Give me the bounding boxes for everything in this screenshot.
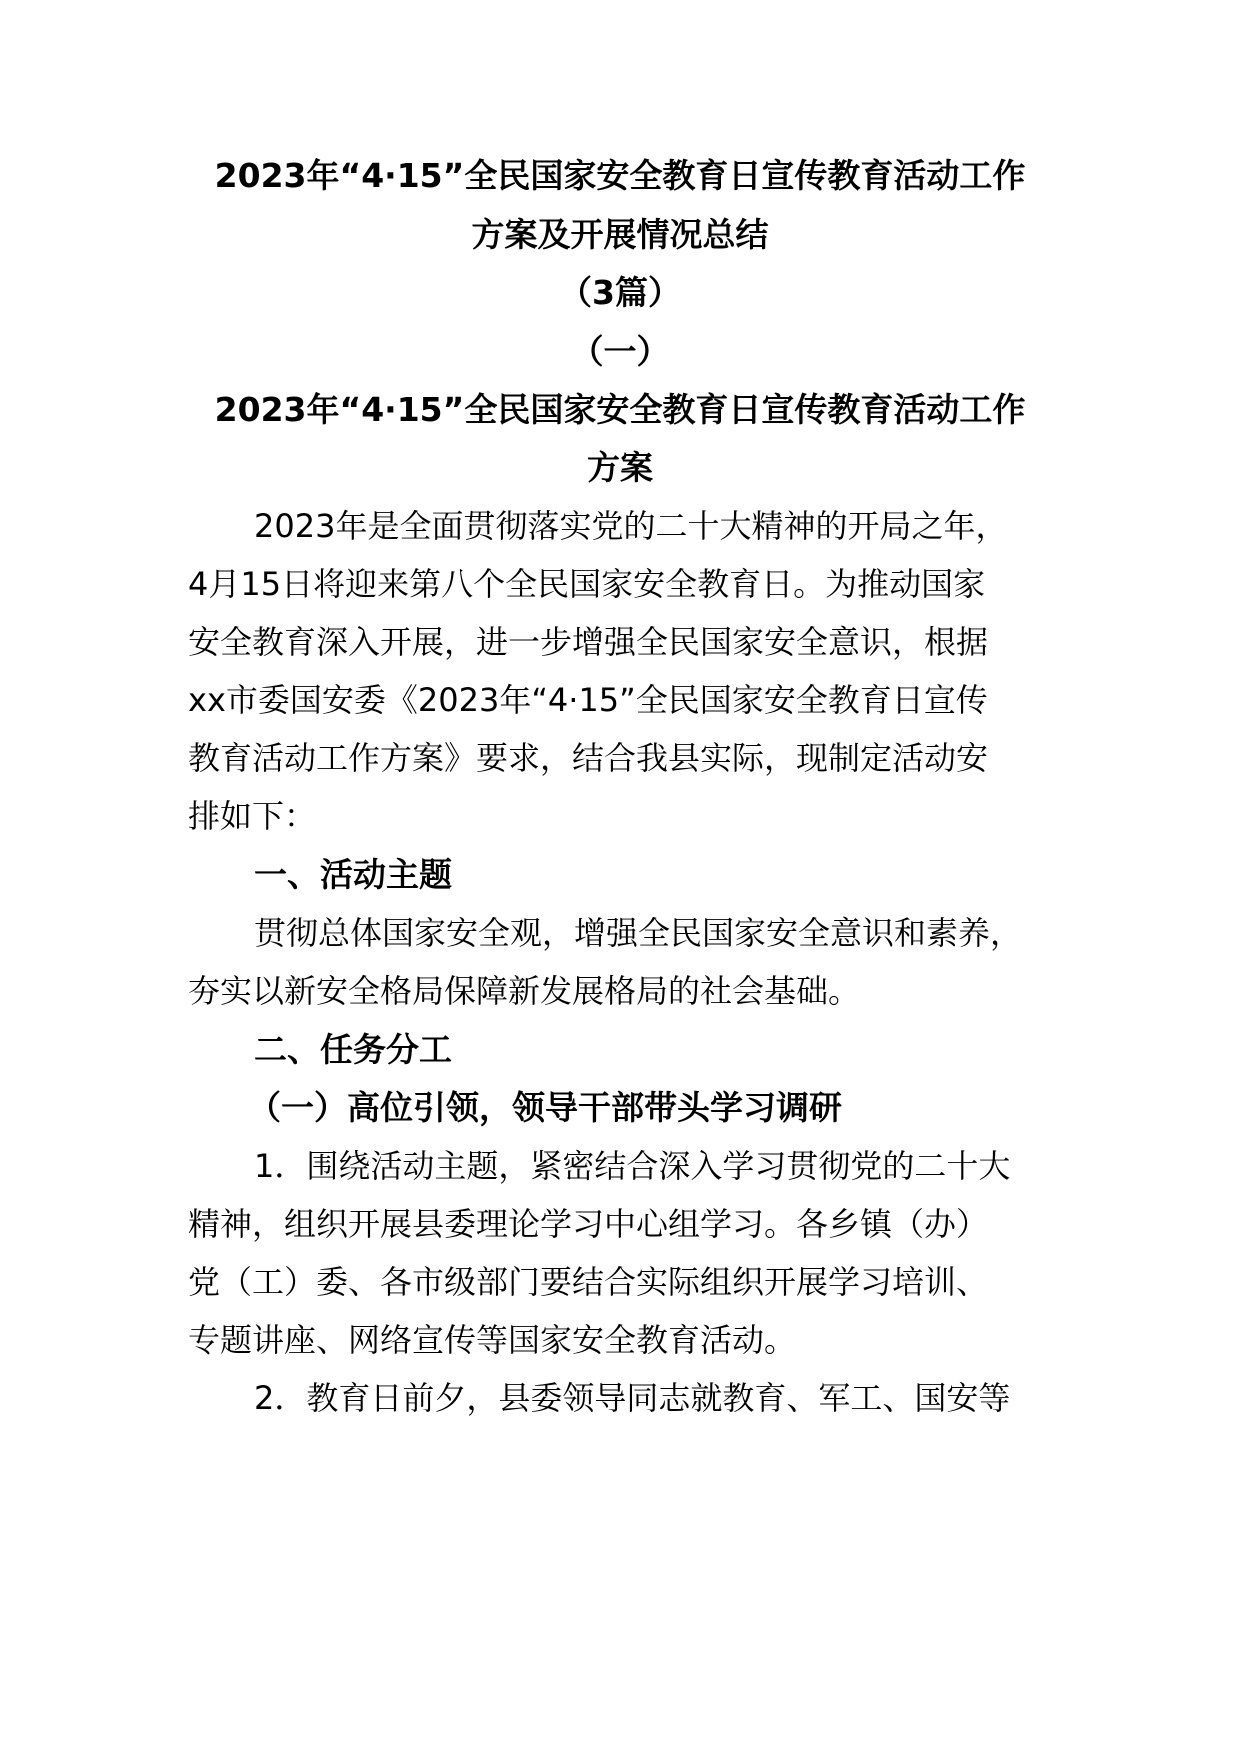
main-title-line-2: 方案及开展情况总结	[471, 215, 769, 254]
item1-line-4: 专题讲座、网络宣传等国家安全教育活动。	[188, 1321, 797, 1359]
intro-line-3: 安全教育深入开展，进一步增强全民国家安全意识，根据	[188, 623, 989, 661]
item1-line-2: 精神，组织开展县委理论学习中心组学习。各乡镇（办）	[188, 1205, 989, 1243]
section-heading-theme: 一、活动主题	[254, 855, 452, 894]
section1-line-2: 夯实以新安全格局保障新发展格局的社会基础。	[188, 972, 861, 1010]
intro-line-6: 排如下：	[188, 797, 317, 835]
item1-line-1: 1．围绕活动主题，紧密结合深入学习贯彻党的二十大	[254, 1147, 1011, 1185]
sub-title-line-2: 方案	[587, 448, 653, 487]
sub-title-line-1: 2023年“4·15”全民国家安全教育日宣传教育活动工作	[214, 390, 1026, 429]
subsection-heading-leadership: （一）高位引领，领导干部带头学习调研	[248, 1088, 842, 1127]
item2-line-1: 2．教育日前夕，县委领导同志就教育、军工、国安等	[254, 1379, 1011, 1417]
intro-line-5: 教育活动工作方案》要求，结合我县实际，现制定活动安	[188, 739, 989, 777]
intro-line-4: xx市委国安委《2023年“4·15”全民国家安全教育日宣传	[188, 681, 988, 719]
intro-line-2: 4月15日将迎来第八个全民国家安全教育日。为推动国家	[188, 565, 986, 603]
main-title-line-1: 2023年“4·15”全民国家安全教育日宣传教育活动工作	[214, 156, 1026, 195]
main-title-line-3: （3篇）	[559, 273, 681, 312]
section1-line-1: 贯彻总体国家安全观，增强全民国家安全意识和素养，	[254, 914, 1023, 952]
part-marker: （一）	[570, 332, 670, 371]
item1-line-3: 党（工）委、各市级部门要结合实际组织开展学习培训、	[188, 1263, 989, 1301]
intro-line-1: 2023年是全面贯彻落实党的二十大精神的开局之年，	[254, 507, 1008, 545]
section-heading-tasks: 二、任务分工	[254, 1030, 452, 1069]
